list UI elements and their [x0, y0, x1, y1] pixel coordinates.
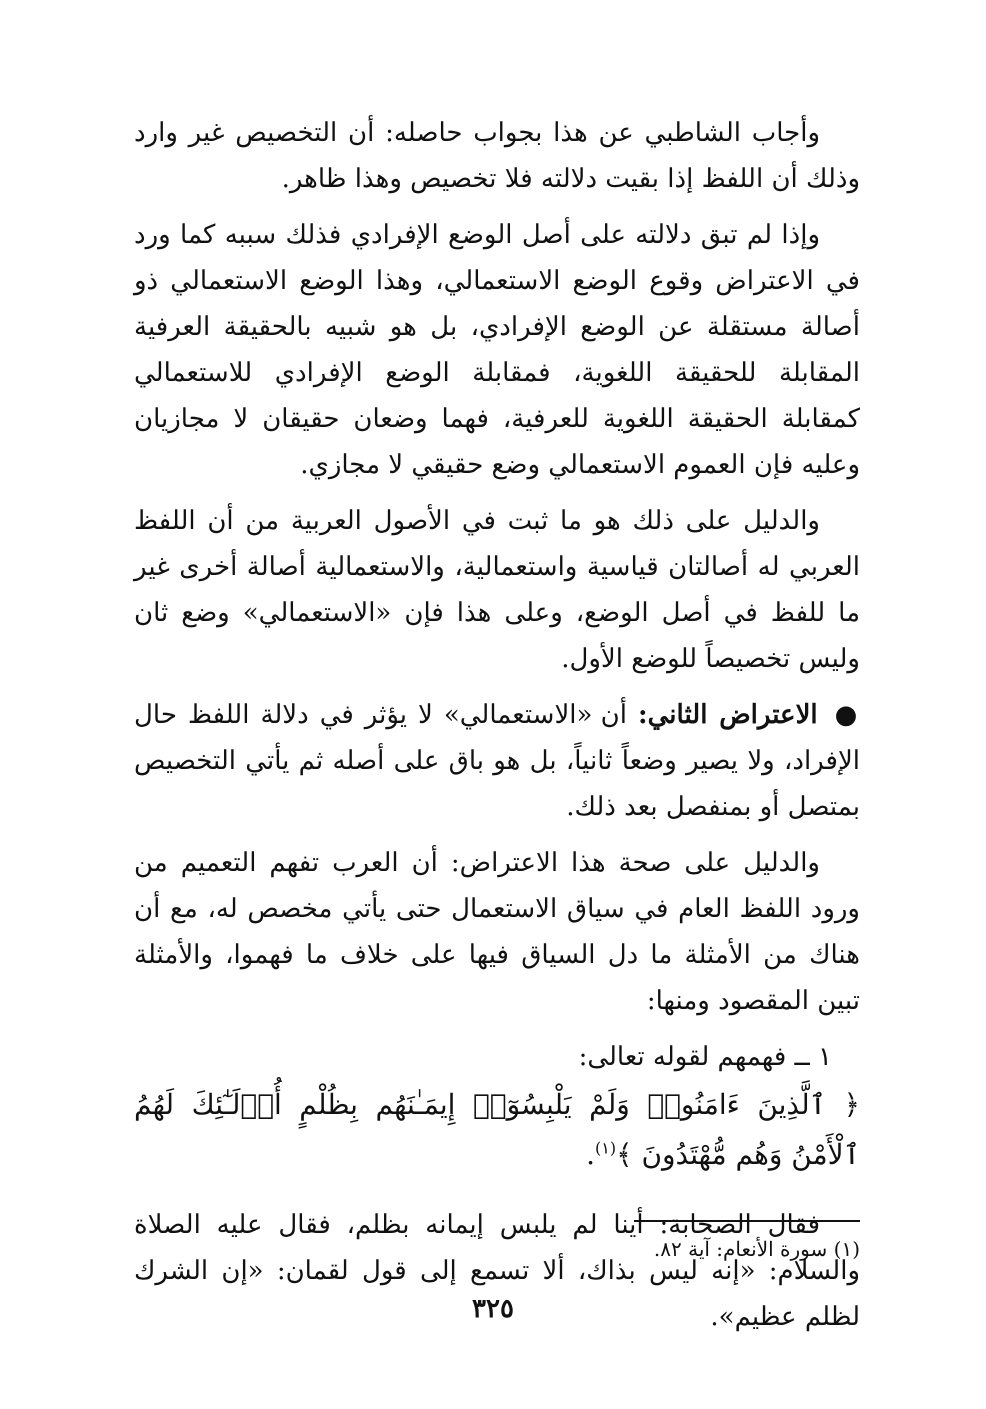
- footnote-divider: [634, 1220, 860, 1222]
- paragraph-evidence-two-origins: والدليل على ذلك هو ما ثبت في الأصول العربية من أن اللفظ العربي له أصالتان قياسية واستعمالية، والاستعمالية أصالة أخرى غير ما للفظ في أصل الوضع، وعلى هذا فإن «الاستعمالي» وضع ثان وليس تخصيصاً للوضع الأول.: [134, 506, 860, 674]
- quran-verse: [134, 1080, 860, 1180]
- page-number: ٣٢٥: [472, 1294, 514, 1324]
- paragraph-companions-question: فقال الصحابة: أينا لم يلبس إيمانه بظلم، فقال عليه الصلاة والسلام: «إنه ليس بذاك، ألا تسمع إلى قول لقمان: «إن الشرك لظلم عظيم».: [134, 1210, 860, 1332]
- footnote-marker: (١): [595, 1138, 617, 1158]
- verse-text: ﴿ ٱلَّذِينَ ءَامَنُوا۟ وَلَمْ يَلْبِسُوٓا۟ إِيمَـٰنَهُم بِظُلْمٍ أُو۟لَـٰٓئِكَ لَهُمُ ٱلْأَمْنُ وَهُم مُّهْتَدُونَ ﴾: [134, 1088, 860, 1171]
- paragraph-independent-usage: وإذا لم تبق دلالته على أصل الوضع الإفرادي فذلك سببه كما ورد في الاعتراض وقوع الوضع الاستعمالي، وهذا الوضع الاستعمالي ذو أصالة مستقلة عن الوضع الإفرادي، بل هو شبيه بالحقيقة العرفية المقابلة للحقيقة اللغوية، فمقابلة الوضع الإفرادي للاستعمالي كمقابلة الحقيقة اللغوية للعرفية، فهما وضعان حقيقان لا مجازيان وعليه فإن العموم الاستعمالي وضع حقيقي لا مجازي.: [134, 220, 860, 480]
- objection-title: الاعتراض الثاني:: [638, 700, 818, 730]
- verse-end-mark: .: [586, 1138, 596, 1171]
- bullet-icon: ●: [834, 700, 861, 730]
- example-heading: [134, 1034, 860, 1080]
- main-text: [134, 110, 860, 1350]
- objection-text: أن «الاستعمالي» لا يؤثر في دلالة اللفظ حال الإفراد، ولا يصير وضعاً ثانياً، بل هو باق على أصله ثم يأتي التخصيص بمتصل أو بمنفصل بعد ذلك.: [134, 700, 860, 822]
- paragraph-shatibi-answer: وأجاب الشاطبي عن هذا بجواب حاصله: أن التخصيص غير وارد وذلك أن اللفظ إذا بقيت دلالته فلا تخصيص وهذا ظاهر.: [134, 118, 860, 194]
- paragraph-objection-evidence: والدليل على صحة هذا الاعتراض: أن العرب تفهم التعميم من ورود اللفظ العام في سياق الاستعمال حتى يأتي مخصص له، مع أن هناك من الأمثلة ما دل السياق فيها على خلاف ما فهموا، والأمثلة تبين المقصود ومنها:: [134, 848, 860, 1016]
- example-lead: فهمهم لقوله تعالى:: [578, 1042, 787, 1072]
- example-number: ١ ــ: [794, 1042, 832, 1072]
- footnote: (١) سورة الأنعام: آية ٨٢.: [653, 1237, 860, 1261]
- paragraph-second-objection: [134, 692, 860, 830]
